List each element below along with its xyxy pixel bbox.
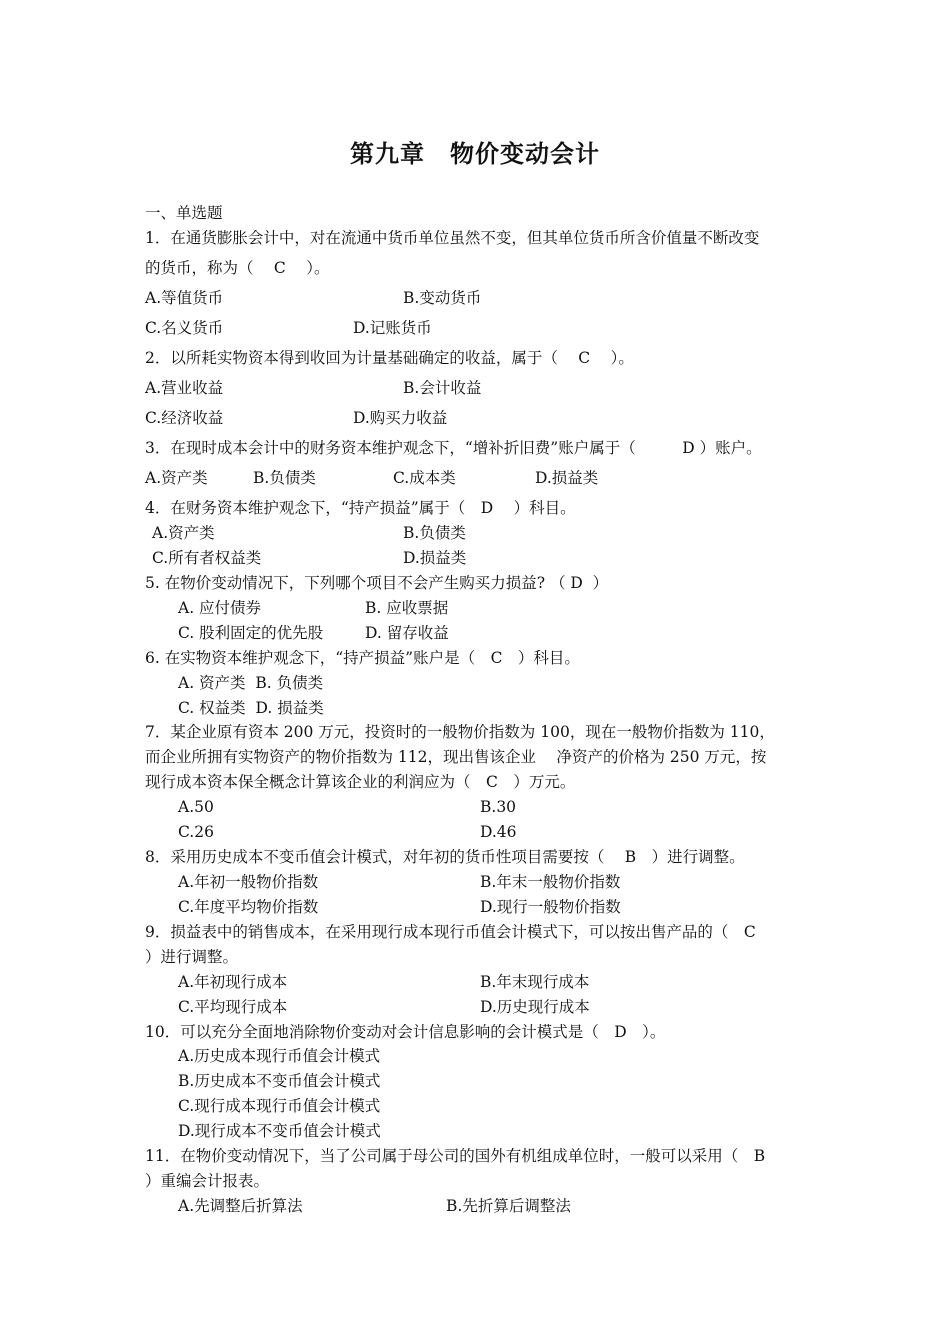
question-6-options-cd: C. 权益类 D. 损益类: [178, 699, 324, 717]
question-8-option-a: A.年初一般物价指数: [178, 873, 319, 891]
question-2-option-b: B.会计收益: [403, 379, 482, 397]
question-4-option-d: D.损益类: [403, 549, 467, 567]
question-5-option-d: D. 留存收益: [365, 624, 449, 642]
question-9-option-c: C.平均现行成本: [178, 998, 288, 1016]
question-10-option-d: D.现行成本不变币值会计模式: [178, 1122, 381, 1140]
question-10-option-c: C.现行成本现行币值会计模式: [178, 1097, 381, 1115]
question-7-option-a: A.50: [178, 798, 214, 816]
question-2-option-d: D.购买力收益: [353, 409, 448, 427]
question-1-option-c: C.名义货币: [145, 319, 224, 337]
question-4-option-a: A.资产类: [152, 524, 215, 542]
question-1-stem-line-1: 1．在通货膨胀会计中，对在流通中货币单位虽然不变，但其单位货币所含价值量不断改变: [145, 229, 760, 247]
question-1-option-d: D.记账货币: [353, 319, 432, 337]
question-10-option-a: A.历史成本现行币值会计模式: [178, 1047, 381, 1065]
question-4-option-c: C.所有者权益类: [152, 549, 262, 567]
question-5-option-a: A. 应付债券: [178, 599, 262, 617]
page-title: 第九章 物价变动会计: [350, 140, 600, 168]
question-9-option-a: A.年初现行成本: [178, 973, 288, 991]
question-11-option-b: B.先折算后调整法: [446, 1197, 571, 1215]
question-8-option-c: C.年度平均物价指数: [178, 898, 319, 916]
question-3-option-a: A.资产类: [145, 469, 208, 487]
question-1-stem-line-2: 的货币，称为（ C ）。: [145, 259, 330, 277]
question-1-option-a: A.等值货币: [145, 289, 224, 307]
question-4-option-b: B.负债类: [403, 524, 466, 542]
question-11-stem-line-2: ）重编会计报表。: [145, 1172, 270, 1190]
question-6-options-ab: A. 资产类 B. 负债类: [178, 674, 324, 692]
question-1-option-b: B.变动货币: [403, 289, 482, 307]
question-7-stem-line-3: 现行成本资本保全概念计算该企业的利润应为（ C ）万元。: [145, 773, 576, 791]
question-8-option-d: D.现行一般物价指数: [480, 898, 621, 916]
question-7-option-d: D.46: [480, 823, 517, 841]
question-2-stem: 2．以所耗实物资本得到收回为计量基础确定的收益，属于（ C ）。: [145, 349, 634, 367]
question-11-stem-line-1: 11．在物价变动情况下，当了公司属于母公司的国外有机组成单位时，一般可以采用（ B: [145, 1147, 766, 1165]
question-9-stem-line-2: ）进行调整。: [145, 948, 239, 966]
question-5-option-b: B. 应收票据: [365, 599, 449, 617]
question-11-option-a: A.先调整后折算法: [178, 1197, 303, 1215]
question-7-stem-line-1: 7．某企业原有资本 200 万元，投资时的一般物价指数为 100，现在一般物价指数为 110，: [145, 723, 775, 741]
question-5-stem: 5. 在物价变动情况下，下列哪个项目不会产生购买力损益? （ D ）: [145, 574, 609, 592]
question-3-option-d: D.损益类: [535, 469, 599, 487]
question-5-option-c: C. 股利固定的优先股: [178, 624, 324, 642]
section-heading: 一、单选题: [145, 204, 223, 222]
question-10-option-b: B.历史成本不变币值会计模式: [178, 1072, 381, 1090]
question-7-option-b: B.30: [480, 798, 517, 816]
question-3-option-b: B.负债类: [253, 469, 316, 487]
question-9-stem-line-1: 9．损益表中的销售成本，在采用现行成本现行币值会计模式下，可以按出售产品的（ C: [145, 923, 756, 941]
question-9-option-d: D.历史现行成本: [480, 998, 590, 1016]
question-9-option-b: B.年末现行成本: [480, 973, 590, 991]
question-10-stem: 10．可以充分全面地消除物价变动对会计信息影响的会计模式是（ D ）。: [145, 1023, 666, 1041]
question-7-stem-line-2: 而企业所拥有实物资产的物价指数为 112，现出售该企业 净资产的价格为 250 万元，按: [145, 748, 767, 766]
question-8-stem: 8．采用历史成本不变币值会计模式，对年初的货币性项目需要按（ B ）进行调整。: [145, 848, 745, 866]
question-7-option-c: C.26: [178, 823, 214, 841]
question-3-option-c: C.成本类: [393, 469, 456, 487]
question-6-stem: 6. 在实物资本维护观念下，“持产损益”账户是（ C ）科目。: [145, 649, 580, 667]
question-2-option-c: C.经济收益: [145, 409, 224, 427]
question-8-option-b: B.年末一般物价指数: [480, 873, 621, 891]
question-2-option-a: A.营业收益: [145, 379, 224, 397]
question-3-stem: 3．在现时成本会计中的财务资本维护观念下，“增补折旧费”账户属于（ D ）账户。: [145, 439, 762, 457]
question-4-stem: 4．在财务资本维护观念下，“持产损益”属于（ D ）科目。: [145, 499, 576, 517]
